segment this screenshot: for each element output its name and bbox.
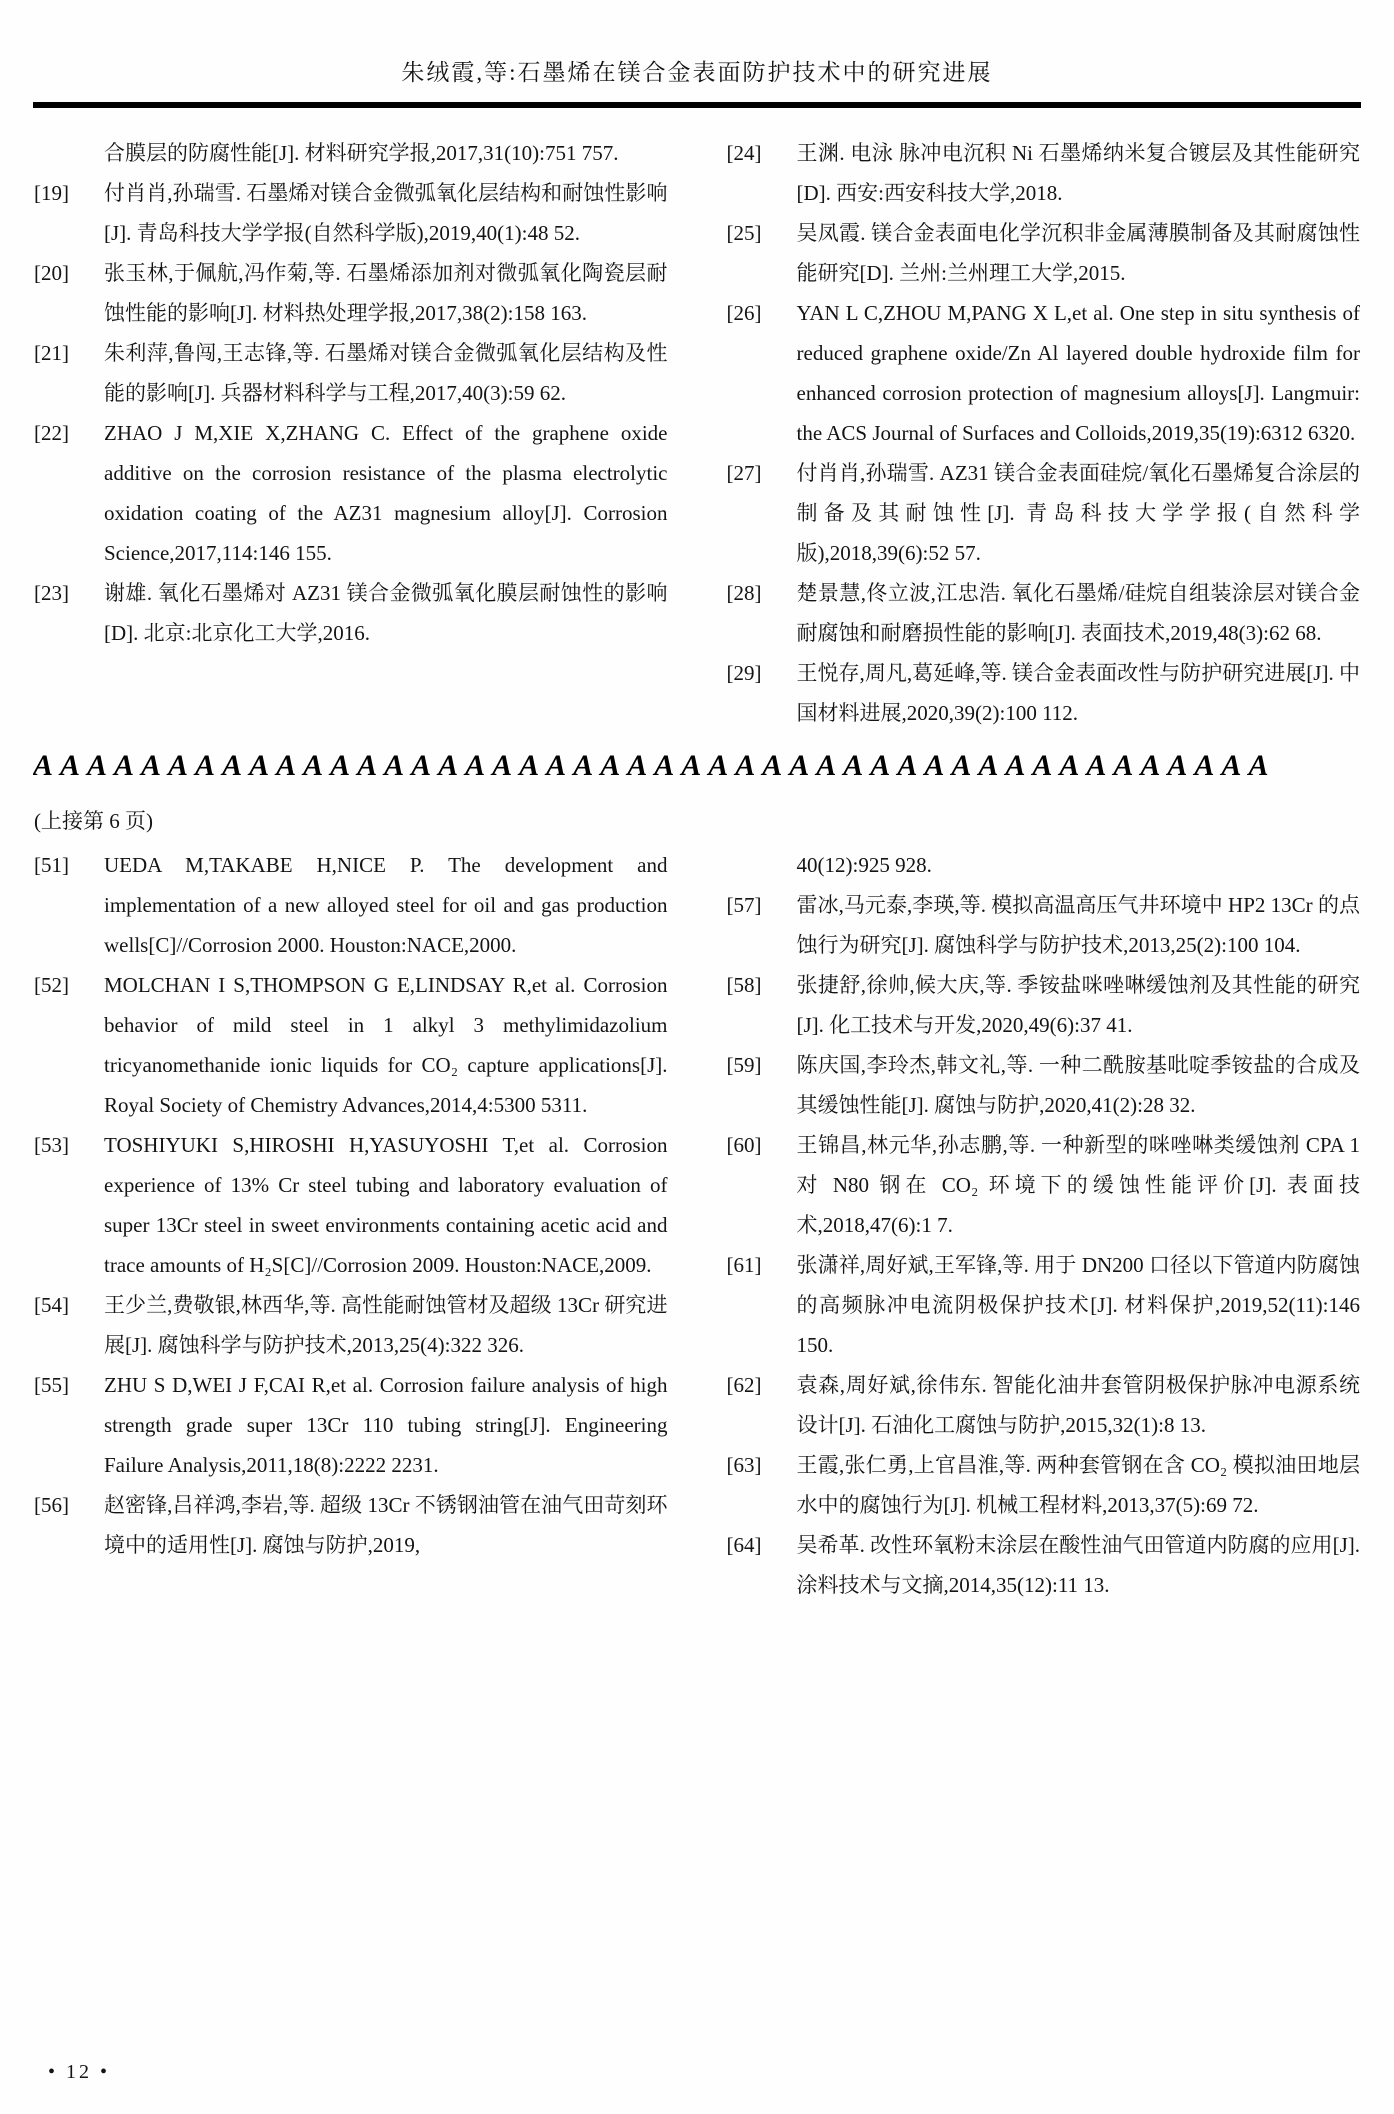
reference-number: [60] (726, 1133, 762, 1157)
reference-entry (727, 653, 1361, 733)
reference-number: [62] (726, 1373, 762, 1397)
reference-number: [24] (726, 141, 762, 165)
reference-entry (34, 253, 668, 333)
section-divider-ornament: AAAAAAAAAAAAAAAAAAAAAAAAAAAAAAAAAAAAAAAAAAAAAA (33, 749, 1276, 782)
reference-text: 王悦存,周凡,葛延峰,等. 镁合金表面改性与防护研究进展[J]. 中国材料进展,2020,39(2):100 112. (796, 661, 1360, 725)
reference-text: 雷冰,马元泰,李瑛,等. 模拟高温高压气井环境中 HP2 13Cr 的点蚀行为研究[J]. 腐蚀科学与防护技术,2013,25(2):100 104. (796, 893, 1360, 957)
reference-entry (727, 885, 1361, 965)
reference-number: [22] (34, 421, 69, 445)
reference-entry (34, 845, 668, 965)
reference-entry (727, 845, 1361, 885)
reference-entry (34, 573, 668, 653)
reference-number: [51] (34, 853, 69, 877)
reference-number: [28] (726, 581, 762, 605)
reference-entry (727, 133, 1361, 213)
reference-text: 王霞,张仁勇,上官昌淮,等. 两种套管钢在含 CO₂ 模拟油田地层水中的腐蚀行为[J]. 机械工程材料,2013,37(5):69 72. (796, 1453, 1360, 1517)
reference-number: [64] (726, 1533, 762, 1557)
reference-number: [21] (34, 341, 69, 365)
reference-number: [23] (34, 581, 69, 605)
reference-text: 付肖肖,孙瑞雪. AZ31 镁合金表面硅烷/氧化石墨烯复合涂层的制备及其耐蚀性[J]. 青岛科技大学学报(自然科学版),2018,39(6):52 57. (796, 461, 1360, 565)
reference-text: 王少兰,费敬银,林西华,等. 高性能耐蚀管材及超级 13Cr 研究进展[J]. 腐蚀科学与防护技术,2013,25(4):322 326. (104, 1293, 668, 1357)
reference-number: [63] (726, 1453, 762, 1477)
reference-text: 张潇祥,周好斌,王军锋,等. 用于 DN200 口径以下管道内防腐蚀的高频脉冲电流阴极保护技术[J]. 材料保护,2019,52(11):146 150. (796, 1253, 1360, 1357)
reference-text: 吴凤霞. 镁合金表面电化学沉积非金属薄膜制备及其耐腐蚀性能研究[D]. 兰州:兰州理工大学,2015. (796, 221, 1360, 285)
running-head-title: 朱绒霞,等:石墨烯在镁合金表面防护技术中的研究进展 (401, 60, 993, 85)
reference-number: [55] (34, 1373, 69, 1397)
references-top-left-column (34, 133, 668, 733)
reference-number: [54] (34, 1293, 69, 1317)
page-number: • 12 • (48, 2061, 111, 2083)
reference-number: [19] (34, 181, 69, 205)
reference-text: YAN L C,ZHOU M,PANG X L,et al. One step in situ synthesis of reduced graphene oxide/Zn Al layered double hydroxide film for enhanced corrosion protection of magnesium alloys[J]. Langmuir: the ACS Journal of Surfaces and Colloids,2019,35(19):6312 6320. (796, 301, 1360, 445)
reference-number: [26] (726, 301, 762, 325)
reference-text: ZHU S D,WEI J F,CAI R,et al. Corrosion failure analysis of high strength grade super 13Cr 110 tubing string[J]. Engineering Failure Analysis,2011,18(8):2222 2231. (104, 1373, 668, 1477)
header-rule (33, 102, 1361, 108)
reference-number: [52] (34, 973, 69, 997)
reference-entry (727, 965, 1361, 1045)
reference-number: [58] (726, 973, 762, 997)
reference-entry (34, 1125, 668, 1285)
reference-entry (727, 573, 1361, 653)
reference-text: 谢雄. 氧化石墨烯对 AZ31 镁合金微弧氧化膜层耐蚀性的影响[D]. 北京:北京化工大学,2016. (104, 581, 668, 645)
reference-entry (34, 1285, 668, 1365)
reference-text: 合膜层的防腐性能[J]. 材料研究学报,2017,31(10):751 757. (104, 141, 619, 165)
reference-number: [25] (726, 221, 762, 245)
reference-entry (34, 333, 668, 413)
reference-entry (34, 1485, 668, 1565)
reference-text: 付肖肖,孙瑞雪. 石墨烯对镁合金微弧氧化层结构和耐蚀性影响[J]. 青岛科技大学学报(自然科学版),2019,40(1):48 52. (104, 181, 668, 245)
reference-entry (34, 173, 668, 253)
reference-text: 朱利萍,鲁闯,王志锋,等. 石墨烯对镁合金微弧氧化层结构及性能的影响[J]. 兵器材料科学与工程,2017,40(3):59 62. (104, 341, 668, 405)
reference-number: [56] (34, 1493, 69, 1517)
reference-number: [59] (726, 1053, 762, 1077)
reference-number: [61] (726, 1253, 762, 1277)
references-bottom-right-column (727, 845, 1361, 1605)
reference-entry (727, 1525, 1361, 1605)
reference-text: 袁森,周好斌,徐伟东. 智能化油井套管阴极保护脉冲电源系统设计[J]. 石油化工腐蚀与防护,2015,32(1):8 13. (796, 1373, 1360, 1437)
reference-entry (727, 1125, 1361, 1245)
reference-text: 陈庆国,李玲杰,韩文礼,等. 一种二酰胺基吡啶季铵盐的合成及其缓蚀性能[J]. 腐蚀与防护,2020,41(2):28 32. (796, 1053, 1360, 1117)
reference-text: 王锦昌,林元华,孙志鹏,等. 一种新型的咪唑啉类缓蚀剂 CPA 1 对 N80 钢在 CO₂ 环境下的缓蚀性能评价[J]. 表面技术,2018,47(6):1 7. (796, 1133, 1360, 1237)
reference-number: [29] (726, 661, 762, 685)
reference-number: [57] (726, 893, 762, 917)
reference-text: UEDA M,TAKABE H,NICE P. The development and implementation of a new alloyed steel for oil and gas production wells[C]//Corrosion 2000. Houston:NACE,2000. (104, 853, 668, 957)
reference-entry (34, 965, 668, 1125)
reference-text: TOSHIYUKI S,HIROSHI H,YASUYOSHI T,et al. Corrosion experience of 13% Cr steel tubing and laboratory evaluation of super 13Cr steel in sweet environments containing acetic acid and trace amounts of H₂S[C]//Corrosion 2009. Houston:NACE,2009. (104, 1133, 668, 1277)
reference-text: MOLCHAN I S,THOMPSON G E,LINDSAY R,et al. Corrosion behavior of mild steel in 1 alkyl 3 methylimidazolium tricyanomethanide ionic liquids for CO₂ capture applications[J]. Royal Society of Chemistry Advances,2014,4:5300 5311. (104, 973, 668, 1117)
reference-entry (727, 1045, 1361, 1125)
reference-entry (34, 413, 668, 573)
references-bottom-section (0, 845, 1394, 1605)
reference-number: [20] (34, 261, 69, 285)
reference-entry (727, 453, 1361, 573)
reference-text: 王渊. 电泳 脉冲电沉积 Ni 石墨烯纳米复合镀层及其性能研究[D]. 西安:西安科技大学,2018. (796, 141, 1360, 205)
reference-text: 楚景慧,佟立波,江忠浩. 氧化石墨烯/硅烷自组装涂层对镁合金耐腐蚀和耐磨损性能的影响[J]. 表面技术,2019,48(3):62 68. (796, 581, 1360, 645)
reference-entry (727, 1245, 1361, 1365)
reference-number: [27] (726, 461, 762, 485)
reference-entry (727, 1365, 1361, 1445)
reference-text: 40(12):925 928. (796, 853, 932, 877)
reference-text: 张玉林,于佩航,冯作菊,等. 石墨烯添加剂对微弧氧化陶瓷层耐蚀性能的影响[J]. 材料热处理学报,2017,38(2):158 163. (104, 261, 668, 325)
reference-entry (727, 1445, 1361, 1525)
references-bottom-left-column (34, 845, 668, 1605)
references-top-section (0, 133, 1394, 733)
continuation-note: (上接第 6 页) (34, 809, 153, 833)
reference-entry (727, 213, 1361, 293)
reference-number: [53] (34, 1133, 69, 1157)
references-top-right-column (727, 133, 1361, 733)
reference-text: 赵密锋,吕祥鸿,李岩,等. 超级 13Cr 不锈钢油管在油气田苛刻环境中的适用性[J]. 腐蚀与防护,2019, (104, 1493, 668, 1557)
reference-entry (34, 133, 668, 173)
reference-entry (34, 1365, 668, 1485)
reference-entry (727, 293, 1361, 453)
reference-text: ZHAO J M,XIE X,ZHANG C. Effect of the graphene oxide additive on the corrosion resistance of the plasma electrolytic oxidation coating of the AZ31 magnesium alloy[J]. Corrosion Science,2017,114:146 155. (104, 421, 668, 565)
reference-text: 张捷舒,徐帅,候大庆,等. 季铵盐咪唑啉缓蚀剂及其性能的研究[J]. 化工技术与开发,2020,49(6):37 41. (796, 973, 1360, 1037)
reference-text: 吴希革. 改性环氧粉末涂层在酸性油气田管道内防腐的应用[J]. 涂料技术与文摘,2014,35(12):11 13. (796, 1533, 1360, 1597)
